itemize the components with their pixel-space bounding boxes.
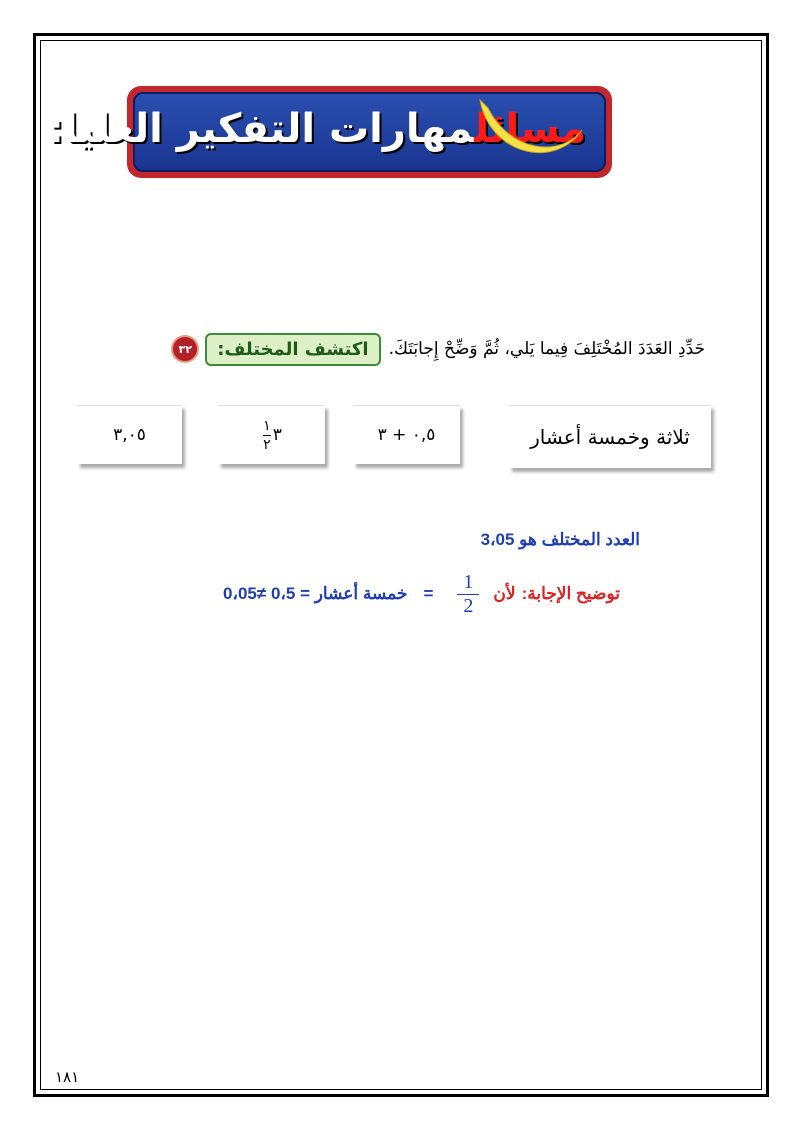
mixed-number-fraction [263, 419, 271, 452]
inner-page-border [40, 40, 762, 1090]
explanation-fraction-denominator: 2 [463, 594, 474, 617]
explanation-label: توضيح الإجابة: [521, 584, 620, 603]
banner-title-accent: مسائل [474, 106, 586, 152]
option-card-words-text: ثلاثة وخمسة أعشار [530, 425, 690, 449]
crescent-moon-icon [470, 60, 590, 180]
mixed-number-whole: ٣ [272, 425, 282, 445]
explanation-rest: خمسة أعشار = 0،5 ≠0،05 [223, 584, 408, 603]
explanation-fraction [457, 572, 479, 617]
fraction-denominator: ٢ [263, 436, 271, 453]
because-word: لأن [493, 584, 516, 603]
option-card-sum [353, 405, 460, 464]
option-card-sum-text: ٠,٥ + ٣ [377, 425, 436, 445]
option-card-mixed-number [218, 405, 325, 464]
problem-prompt: حَدِّدِ العَدَدَ المُخْتَلِفَ فِيما يَلي، ثُمَّ وَضِّحْ إِجابَتَكَ. [388, 339, 705, 359]
equals-sign: = [423, 584, 434, 603]
answer-statement: العدد المختلف هو 3،05 [480, 530, 640, 549]
problem-number-badge: ٣٢ [173, 337, 197, 361]
option-card-words [509, 405, 711, 468]
find-different-tag: اكتشف المختلف: [205, 333, 380, 366]
answer-explanation [165, 566, 620, 622]
option-card-decimal [77, 405, 182, 464]
banner-title-main: مهارات التفكير العليا: [47, 106, 475, 152]
explanation-fraction-numerator: 1 [463, 570, 474, 593]
problem-header [173, 325, 705, 373]
page-number: ١٨١ [55, 1068, 80, 1086]
fraction-bar [263, 435, 271, 436]
fraction-numerator: ١ [263, 417, 271, 434]
option-card-decimal-text: ٣,٠٥ [113, 425, 146, 445]
